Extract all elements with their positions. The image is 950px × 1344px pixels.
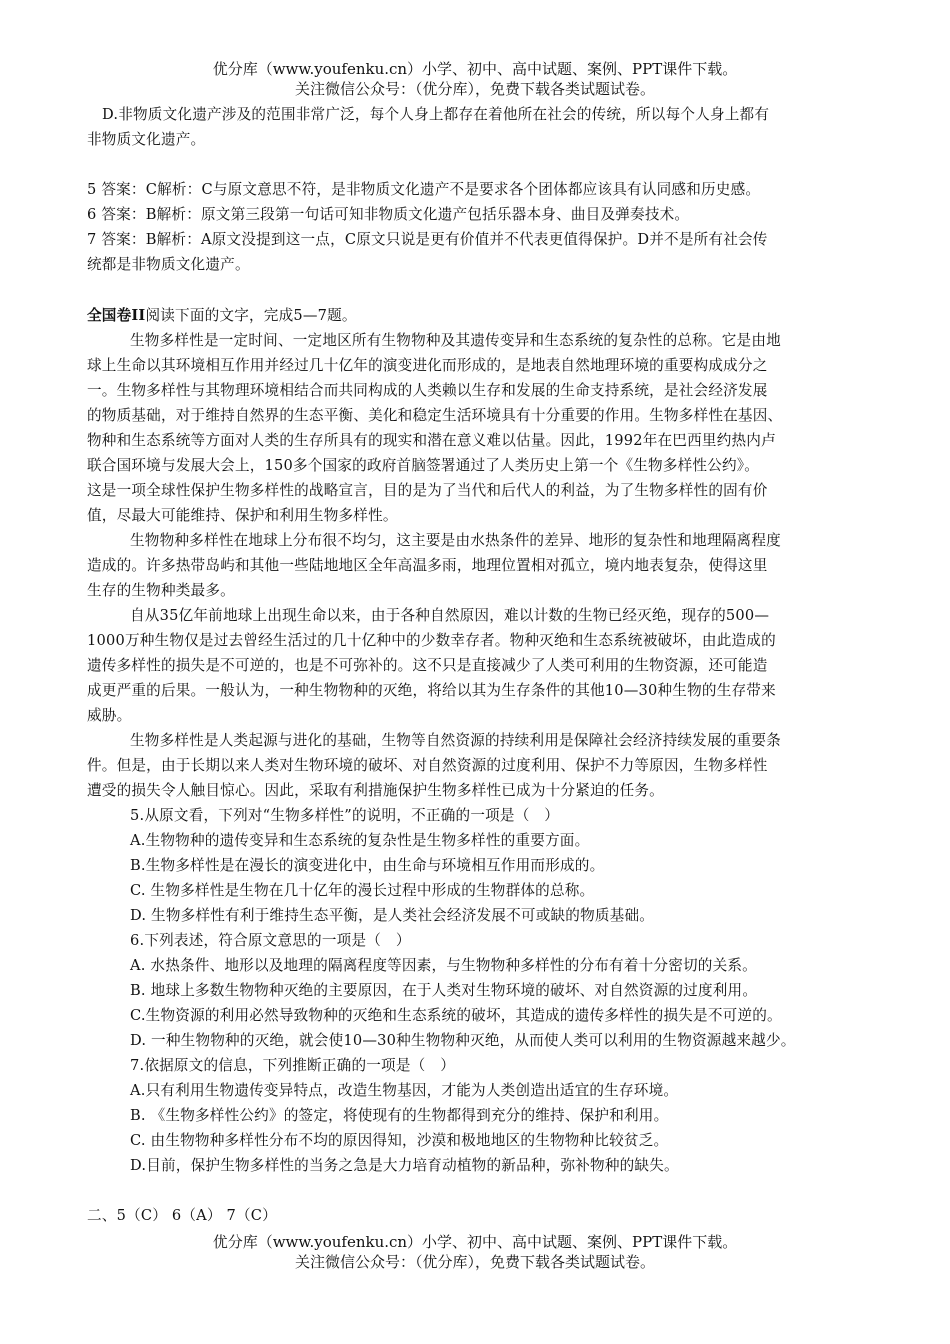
passage-p1-line-1: 生物多样性是一定时间、一定地区所有生物物种及其遗传变异和生态系统的复杂性的总称。它是由地 — [130, 332, 781, 349]
question-6-option-b: B. 地球上多数生物物种灭绝的主要原因，在于人类对生物环境的破坏、对自然资源的过度利用。 — [130, 982, 758, 999]
prev-option-d-line-1: D.非物质文化遗产涉及的范围非常广泛，每个人身上都存在着他所在社会的传统，所以每个人身上都有 — [102, 106, 770, 123]
question-5-option-a: A.生物物种的遗传变异和生态系统的复杂性是生物多样性的重要方面。 — [130, 832, 590, 849]
passage-p3-line-5: 威胁。 — [87, 707, 132, 724]
header-line-2: 关注微信公众号：（优分库），免费下载各类试题试卷。 — [294, 80, 655, 98]
passage-p3-line-2: 1000万种生物仅是过去曾经生活过的几十亿种中的少数幸存者。物种灭绝和生态系统被破坏，由此造成的 — [87, 632, 776, 649]
answer-7-explanation-line-2: 统都是非物质文化遗产。 — [87, 256, 250, 273]
section-title — [87, 306, 357, 326]
question-7-option-d: D.目前，保护生物多样性的当务之急是大力培育动植物的新品种，弥补物种的缺失。 — [130, 1157, 679, 1174]
question-5-stem: 5.从原文看，下列对“生物多样性”的说明，不正确的一项是（ ） — [130, 807, 560, 824]
question-5-option-c: C. 生物多样性是生物在几十亿年的漫长过程中形成的生物群体的总称。 — [130, 882, 595, 899]
passage-p3-line-1: 自从35亿年前地球上出现生命以来，由于各种自然原因，难以计数的生物已经灭绝，现存的500— — [130, 607, 770, 624]
question-7-stem: 7.依据原文的信息，下列推断正确的一项是（ ） — [130, 1057, 455, 1074]
passage-p2-line-2: 造成的。许多热带岛屿和其他一些陆地地区全年高温多雨，地理位置相对孤立，境内地表复杂，使得这里 — [87, 557, 768, 574]
answer-key: 二、5（C） 6（A） 7（C） — [87, 1207, 277, 1224]
passage-p2-line-3: 生存的生物种类最多。 — [87, 582, 235, 599]
answer-7-explanation-line-1: 7 答案：B解析：A原文没提到这一点，C原文只说是更有价值并不代表更值得保护。D并不是所有社会传 — [87, 231, 768, 248]
question-7-option-b: B. 《生物多样性公约》的签定，将使现有的生物都得到充分的维持、保护和利用。 — [130, 1107, 669, 1124]
passage-p2-line-1: 生物物种多样性在地球上分布很不均匀，这主要是由水热条件的差异、地形的复杂性和地理隔离程度 — [130, 532, 781, 549]
question-6-option-a: A. 水热条件、地形以及地理的隔离程度等因素，与生物物种多样性的分布有着十分密切的关系。 — [130, 957, 757, 974]
section-title-rest: 阅读下面的文字，完成5—7题。 — [145, 307, 357, 324]
passage-p1-line-8: 值，尽最大可能维持、保护和利用生物多样性。 — [87, 507, 398, 524]
passage-p1-line-2: 球上生命以其环境相互作用并经过几十亿年的演变进化而形成的，是地表自然地理环境的重要构成成分之 — [87, 357, 768, 374]
question-7-option-c: C. 由生物物种多样性分布不均的原因得知，沙漠和极地地区的生物物种比较贫乏。 — [130, 1132, 669, 1149]
passage-p1-line-3: 一。生物多样性与其物理环境相结合而共同构成的人类赖以生存和发展的生命支持系统，是社会经济发展 — [87, 382, 768, 399]
passage-p3-line-3: 遗传多样性的损失是不可逆的，也是不可弥补的。这不只是直接减少了人类可利用的生物资源，还可能造 — [87, 657, 768, 674]
question-5-option-d: D. 生物多样性有利于维持生态平衡，是人类社会经济发展不可或缺的物质基础。 — [130, 907, 655, 924]
answer-5-explanation: 5 答案：C解析：C与原文意思不符，是非物质文化遗产不是要求各个团体都应该具有认同感和历史感。 — [87, 181, 761, 198]
question-5-option-b: B.生物多样性是在漫长的演变进化中，由生命与环境相互作用而形成的。 — [130, 857, 605, 874]
question-6-option-c: C.生物资源的利用必然导致物种的灭绝和生态系统的破坏，其造成的遗传多样性的损失是不可逆的。 — [130, 1007, 782, 1024]
answer-6-explanation: 6 答案：B解析：原文第三段第一句话可知非物质文化遗产包括乐器本身、曲目及弹奏技术。 — [87, 206, 690, 223]
footer-line-1: 优分库（www.youfenku.cn）小学、初中、高中试题、案例、PPT课件下载。 — [212, 1233, 738, 1251]
question-6-option-d: D. 一种生物物种的灭绝，就会使10—30种生物物种灭绝，从而使人类可以利用的生物资源越来越少。 — [130, 1032, 796, 1049]
passage-p4-line-1: 生物多样性是人类起源与进化的基础，生物等自然资源的持续利用是保障社会经济持续发展的重要条 — [130, 732, 781, 749]
prev-option-d-line-2: 非物质文化遗产。 — [87, 131, 206, 148]
passage-p3-line-4: 成更严重的后果。一般认为，一种生物物种的灭绝，将给以其为生存条件的其他10—30种生物的生存带来 — [87, 682, 776, 699]
passage-p1-line-6: 联合国环境与发展大会上，150多个国家的政府首脑签署通过了人类历史上第一个《生物多样性公约》。 — [87, 457, 760, 474]
passage-p1-line-5: 物种和生态系统等方面对人类的生存所具有的现实和潜在意义难以估量。因此，1992年在巴西里约热内卢 — [87, 432, 776, 449]
header-line-1: 优分库（www.youfenku.cn）小学、初中、高中试题、案例、PPT课件下载。 — [212, 60, 738, 78]
question-6-stem: 6.下列表述，符合原文意思的一项是（ ） — [130, 932, 411, 949]
passage-p1-line-7: 这是一项全球性保护生物多样性的战略宣言，目的是为了当代和后代人的利益，为了生物多样性的固有价 — [87, 482, 768, 499]
passage-p4-line-2: 件。但是，由于长期以来人类对生物环境的破坏、对自然资源的过度利用、保护不力等原因，生物多样性 — [87, 757, 768, 774]
footer-line-2: 关注微信公众号：（优分库），免费下载各类试题试卷。 — [294, 1253, 655, 1271]
passage-p4-line-3: 遭受的损失令人触目惊心。因此，采取有利措施保护生物多样性已成为十分紧迫的任务。 — [87, 782, 664, 799]
passage-p1-line-4: 的物质基础，对于维持自然界的生态平衡、美化和稳定生活环境具有十分重要的作用。生物多样性在基因、 — [87, 407, 783, 424]
section-title-bold: 全国卷II — [87, 307, 146, 324]
question-7-option-a: A.只有利用生物遗传变异特点，改造生物基因，才能为人类创造出适宜的生存环境。 — [130, 1082, 679, 1099]
